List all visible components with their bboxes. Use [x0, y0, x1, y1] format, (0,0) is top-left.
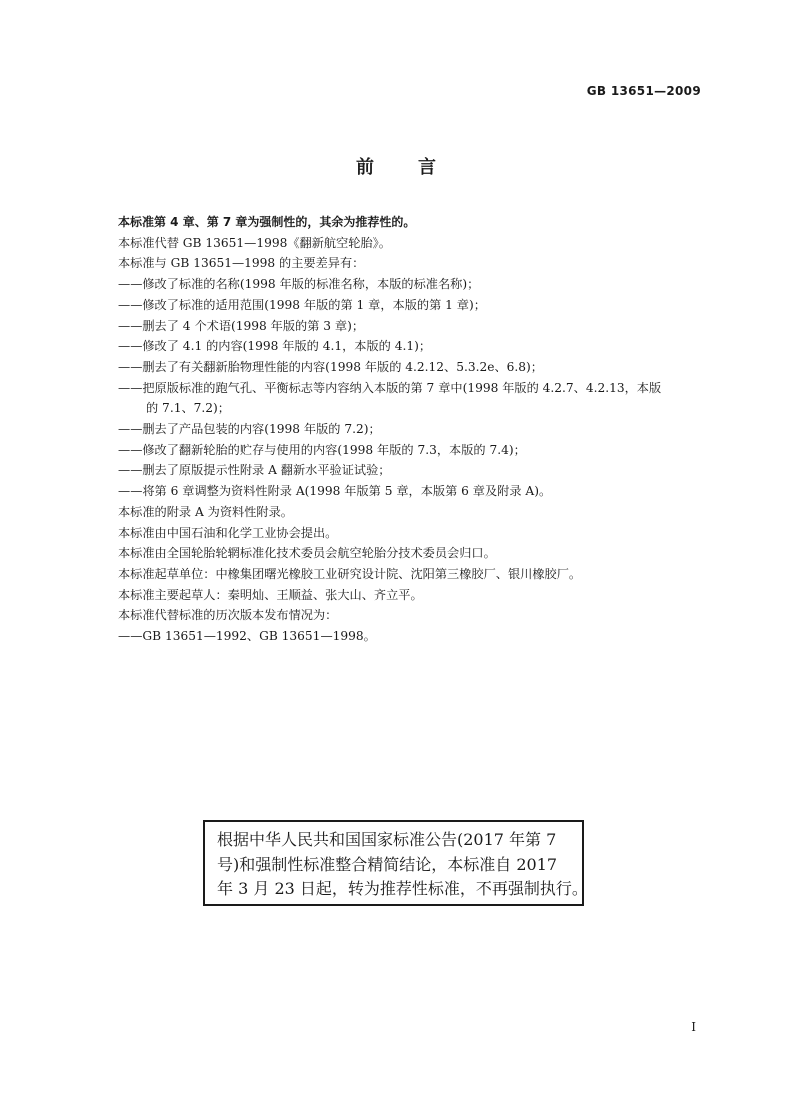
foreword-line: 本标准的附录 A 为资料性附录。 — [118, 504, 293, 519]
standard-code: GB 13651—2009 — [586, 84, 701, 98]
foreword-list-item: ——删去了有关翻新胎物理性能的内容(1998 年版的 4.2.12、5.3.2e、6.8)； — [118, 359, 543, 374]
foreword-list-item: ——删去了 4 个术语(1998 年版的第 3 章)； — [118, 318, 365, 333]
page-title-part-1: 前 — [356, 157, 374, 178]
foreword-line: 本标准与 GB 13651—1998 的主要差异有： — [118, 256, 365, 271]
notice-line: 号)和强制性标准整合精简结论，本标准自 2017 — [217, 854, 558, 874]
page-title-part-2: 言 — [418, 157, 436, 178]
foreword-list-item: ——将第 6 章调整为资料性附录 A(1998 年版第 5 章，本版第 6 章及附录 A)。 — [118, 484, 552, 499]
foreword-line: 本标准由全国轮胎轮辋标准化技术委员会航空轮胎分技术委员会归口。 — [118, 546, 496, 561]
page-title — [0, 153, 792, 179]
foreword-line: 本标准代替标准的历次版本发布情况为： — [118, 608, 338, 623]
foreword-list-item: ——修改了标准的名称(1998 年版的标准名称，本版的标准名称)； — [118, 277, 480, 292]
foreword-line: 本标准起草单位：中橡集团曙光橡胶工业研究设计院、沈阳第三橡胶厂、银川橡胶厂。 — [118, 566, 582, 581]
foreword-list-item: ——修改了翻新轮胎的贮存与使用的内容(1998 年版的 7.3，本版的 7.4)； — [118, 442, 526, 457]
foreword-line: 本标准由中国石油和化学工业协会提出。 — [118, 525, 338, 540]
foreword-list-item: ——修改了 4.1 的内容(1998 年版的 4.1，本版的 4.1)； — [118, 339, 432, 354]
foreword-list-item-continuation: 的 7.1、7.2)； — [146, 401, 230, 416]
foreword-list-item: ——把原版标准的跑气孔、平衡标志等内容纳入本版的第 7 章中(1998 年版的 4.2.7、4.2.13，本版 — [118, 380, 662, 395]
foreword-line: 本标准主要起草人：秦明灿、王顺益、张大山、齐立平。 — [118, 587, 423, 602]
foreword-list-item: ——修改了标准的适用范围(1998 年版的第 1 章，本版的第 1 章)； — [118, 297, 486, 312]
foreword-list-item: ——GB 13651—1992、GB 13651—1998。 — [118, 629, 376, 644]
notice-line: 根据中华人民共和国国家标准公告(2017 年第 7 — [217, 830, 557, 849]
foreword-list-item: ——删去了原版提示性附录 A 翻新水平验证试验； — [118, 463, 391, 478]
foreword-line: 本标准第 4 章、第 7 章为强制性的，其余为推荐性的。 — [118, 215, 416, 229]
notice-line: 年 3 月 23 日起，转为推荐性标准，不再强制执行。 — [217, 879, 588, 898]
page-number: I — [691, 1020, 696, 1034]
foreword-list-item: ——删去了产品包装的内容(1998 年版的 7.2)； — [118, 422, 381, 437]
notice-box — [203, 820, 588, 906]
foreword-body — [118, 212, 708, 647]
foreword-line: 本标准代替 GB 13651—1998《翻新航空轮胎》。 — [118, 235, 391, 250]
